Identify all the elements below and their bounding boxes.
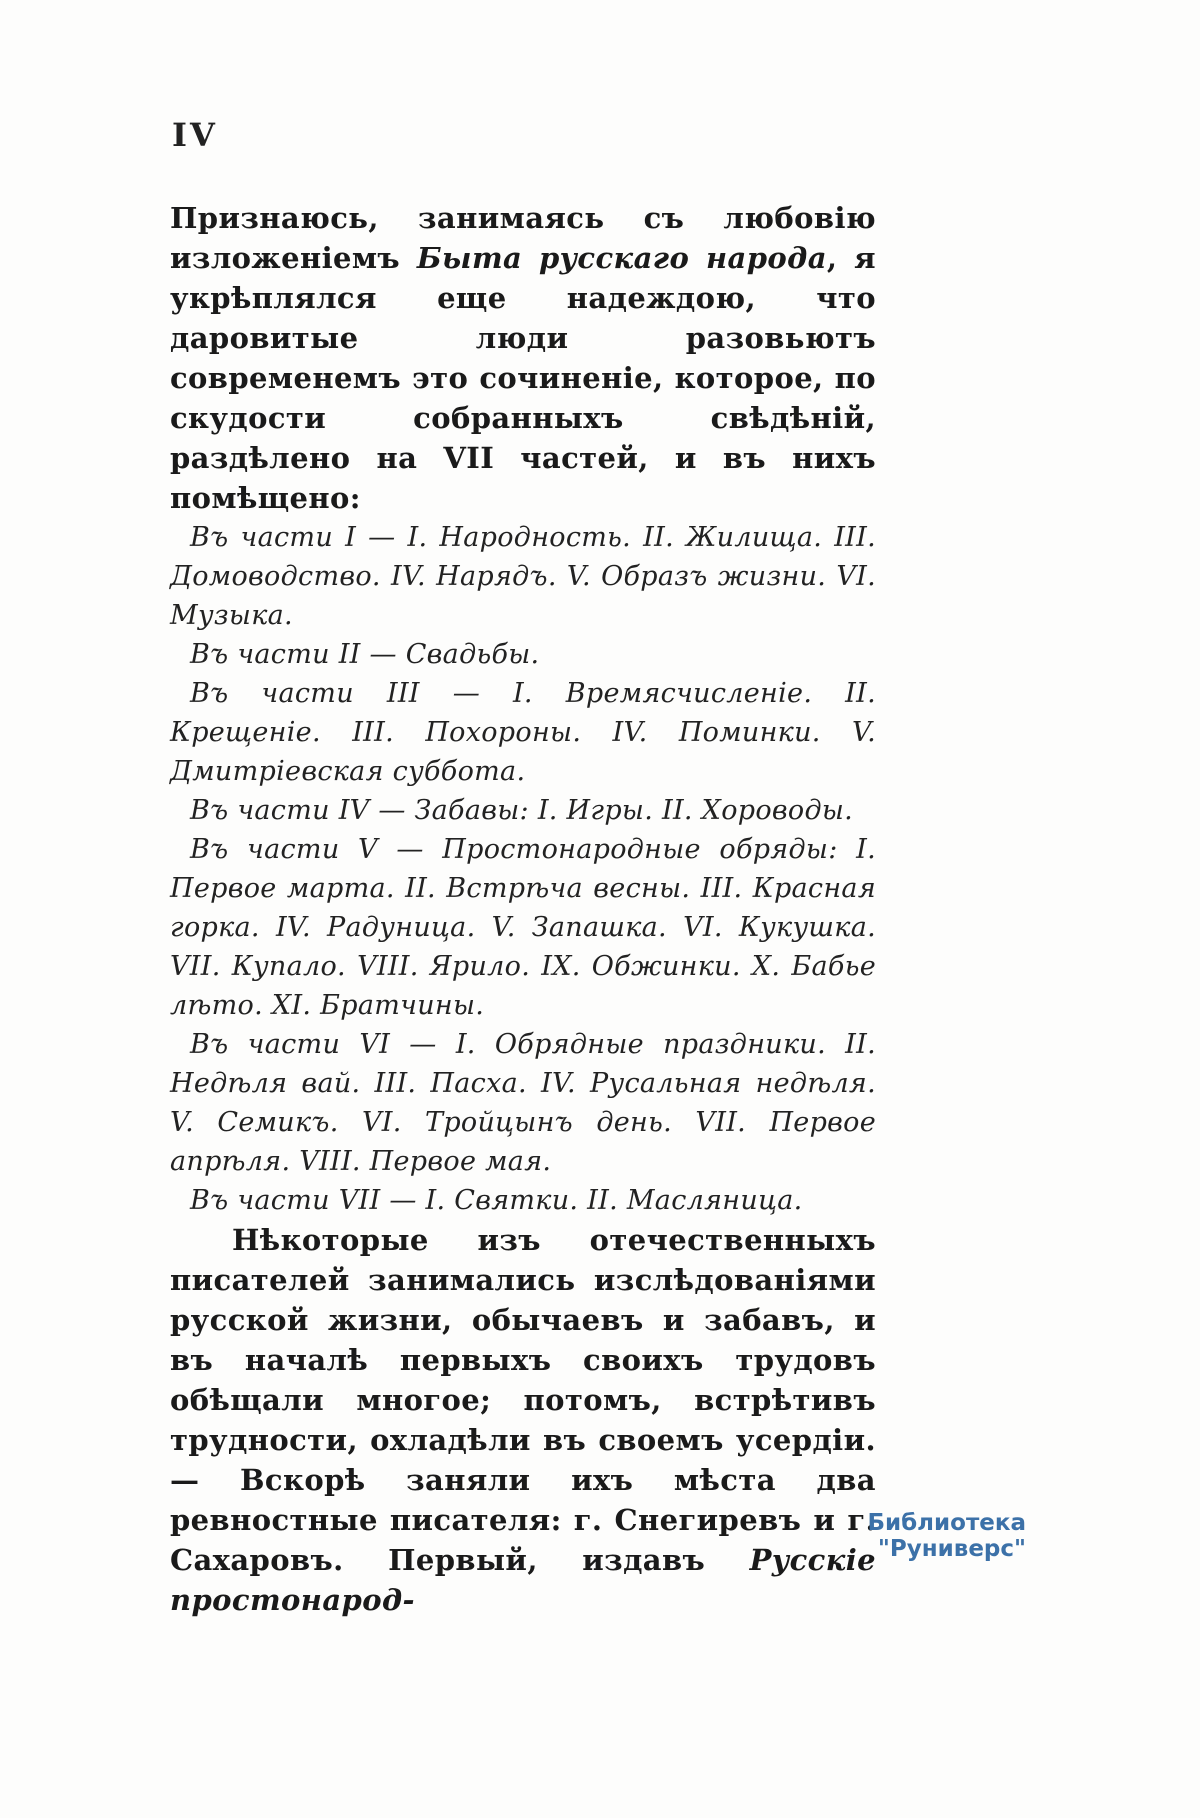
text-run: Русскіе простонарод- [170, 1543, 876, 1617]
paragraph [170, 791, 876, 830]
text-run: Въ части III — I. Времясчисленіе. II. Крещеніе. III. Похороны. IV. Поминки. V. Дмитріевская суббота. [170, 678, 876, 787]
text-run: Въ части I — I. Народность. II. Жилища. III. Домоводство. IV. Нарядъ. V. Образъ жизни. VI. Музыка. [170, 522, 876, 631]
text-run: Въ части V — Простонародные обряды: I. Первое марта. II. Встрѣча весны. III. Красная горка. IV. Радуница. V. Запашка. VI. Кукушка. VII. Купало. VIII. Ярило. IX. Обжинки. X. Бабье лѣто. XI. Братчины. [170, 834, 876, 1021]
text-run: , я укрѣплялся еще надеждою, что даровитые люди разовьютъ современемъ это сочиненіе, которое, по скудости собранныхъ свѣдѣній, раздѣлено на VII частей, и въ нихъ помѣщено: [170, 241, 876, 515]
library-watermark: Библиотека "Руниверс" [867, 1510, 1026, 1562]
text-run: Въ части VI — I. Обрядные праздники. II. Недѣля вай. III. Пасха. IV. Русальная недѣля. V. Семикъ. VI. Тройцынъ день. VII. Первое апрѣля. VIII. Первое мая. [170, 1029, 876, 1177]
text-run: Въ части IV — Забавы: I. Игры. II. Хороводы. [190, 795, 854, 826]
text-run: Нѣкоторые изъ отечественныхъ писателей занимались изслѣдованіями русской жизни, обычаевъ и забавъ, и въ началѣ первыхъ своихъ трудовъ обѣщали многое; потомъ, встрѣтивъ трудности, охладѣли въ своемъ усердіи. — Вскорѣ заняли ихъ мѣста два ревностные писателя: г. Снегиревъ и г. Сахаровъ. Первый, издавъ [170, 1223, 876, 1577]
paragraph [170, 1025, 876, 1181]
paragraph [170, 518, 876, 635]
text-run: Въ части VII — I. Святки. II. Масляница. [190, 1185, 803, 1216]
text-run: Быта русскаго народа [416, 241, 827, 275]
paragraph [170, 830, 876, 1025]
page-number: IV [172, 116, 218, 154]
paragraph [170, 1181, 876, 1220]
page-text [170, 198, 876, 1620]
paragraph [170, 198, 876, 518]
text-run: Въ части II — Свадьбы. [190, 639, 540, 670]
paragraph [170, 674, 876, 791]
paragraph [170, 635, 876, 674]
text-run: Признаюсь, занимаясь съ любовію изложеніемъ [170, 201, 876, 275]
